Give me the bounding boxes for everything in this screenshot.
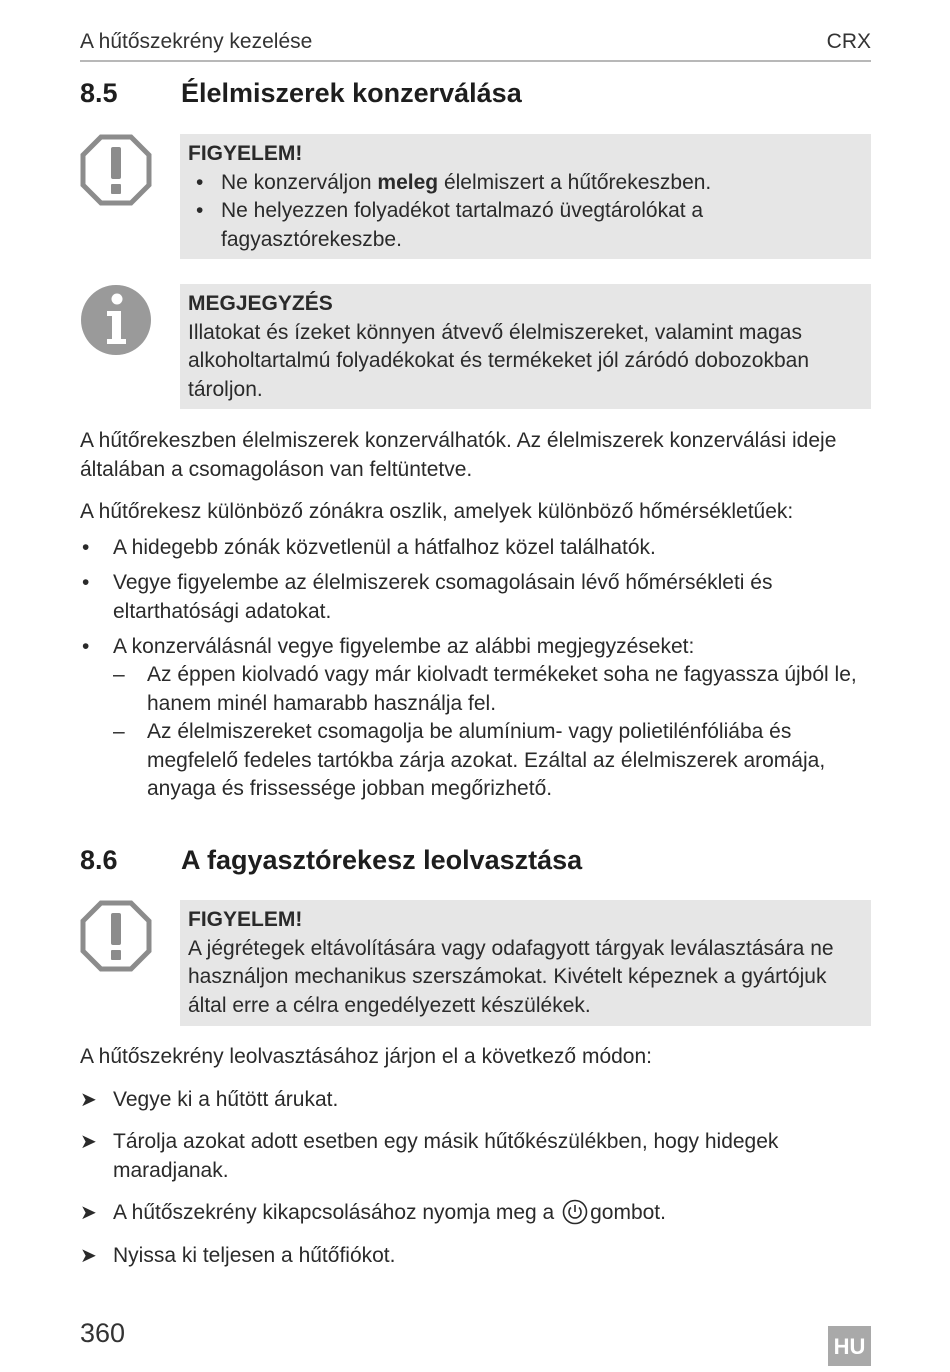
- header-model: CRX: [826, 30, 871, 53]
- bullet-mark: •: [82, 635, 90, 658]
- step-text: Nyissa ki teljesen a hűtőfiókot.: [113, 1244, 396, 1267]
- info-icon: [80, 284, 152, 356]
- warning-item: • Ne helyezzen folyadékot tartalmazó üvegtárolókat a fagyasztórekeszbe.: [188, 197, 861, 254]
- step-text: [113, 1199, 875, 1228]
- dash-text: Az élelmiszereket csomagolja be alumínium- vagy polietilénfóliába és megfelelő fedeles tartókba zárja azokat. Ezáltal az élelmiszerek aromája, anyaga és frissessége jobban megőrizhető.: [147, 720, 826, 800]
- bullet-text: A konzerválásnál vegye figyelembe az alábbi megjegyzéseket:: [113, 635, 695, 658]
- paragraph: A hűtőszekrény leolvasztásához járjon el a következő módon:: [80, 1045, 652, 1068]
- arrow-icon: ➤: [80, 1202, 97, 1224]
- warning-item-text-end: élelmiszert a hűtőrekeszben.: [438, 170, 712, 194]
- warning-item-emphasis: meleg: [377, 170, 439, 194]
- dash-mark: –: [113, 720, 125, 743]
- step-item: [80, 1199, 875, 1228]
- page-number: 360: [80, 1318, 126, 1348]
- dash-mark: –: [113, 663, 125, 686]
- warning-list: [188, 169, 861, 255]
- step-text: Vegye ki a hűtött árukat.: [113, 1088, 339, 1111]
- paragraph: A hűtőrekesz különböző zónákra oszlik, amelyek különböző hőmérsékletűek:: [80, 500, 794, 523]
- section-number: 8.6: [80, 845, 118, 875]
- bullet-item: [80, 534, 875, 563]
- bullet-item: [80, 569, 875, 626]
- power-icon: [562, 1199, 588, 1225]
- arrow-icon: ➤: [80, 1245, 97, 1267]
- paragraph: A hűtőrekeszben élelmiszerek konzerválhatók. Az élelmiszerek konzerválási ideje általában a csomagoláson van feltüntetve.: [80, 429, 837, 481]
- warning-icon: [80, 134, 152, 206]
- bullet-text: A hidegebb zónák közvetlenül a hátfalhoz közel találhatók.: [113, 536, 656, 559]
- running-header: [80, 30, 871, 62]
- note-box: [180, 284, 871, 409]
- language-badge: HU: [828, 1326, 871, 1366]
- dash-text: Az éppen kiolvadó vagy már kiolvadt termékeket soha ne fagyassza újból le, hanem minél hamarabb használja fel.: [147, 663, 857, 715]
- arrow-icon: ➤: [80, 1131, 97, 1153]
- section-title: Élelmiszerek konzerválása: [181, 78, 522, 108]
- warning-item: [188, 169, 861, 198]
- bullet-mark: •: [82, 536, 90, 559]
- bullet-text: Vegye figyelembe az élelmiszerek csomagolásain lévő hőmérsékleti és eltarthatósági adatokat.: [113, 571, 773, 623]
- note-text: Illatokat és ízeket könnyen átvevő élelmiszereket, valamint magas alkoholtartalmú folyadékokat és termékeket jól záródó dobozokban tároljon.: [188, 320, 810, 401]
- warning-box: [180, 134, 871, 259]
- warning-box: [180, 900, 871, 1026]
- dash-item: [113, 661, 875, 718]
- warning-text: A jégrétegek eltávolítására vagy odafagyott tárgyak leválasztására ne használjon mechanikus szerszámokat. Kivételt képeznek a gyártójuk által erre a célra engedélyezett készülékek.: [188, 936, 834, 1017]
- warning-item-text: Ne konzerváljon: [221, 170, 378, 194]
- warning-icon: [80, 900, 152, 972]
- step-text: Tárolja azokat adott esetben egy másik hűtőkészülékben, hogy hidegek maradjanak.: [113, 1130, 779, 1182]
- section-title: A fagyasztórekesz leolvasztása: [181, 845, 583, 875]
- bullet-mark: •: [82, 571, 90, 594]
- header-chapter-title: A hűtőszekrény kezelése: [80, 30, 313, 53]
- arrow-icon: ➤: [80, 1089, 97, 1111]
- step-text-start: A hűtőszekrény kikapcsolásához nyomja meg a: [113, 1201, 555, 1224]
- step-item: [80, 1242, 875, 1271]
- step-text-end: gombot.: [590, 1201, 666, 1224]
- step-item: [80, 1128, 875, 1185]
- note-label: MEGJEGYZÉS: [188, 292, 333, 315]
- section-number: 8.5: [80, 78, 118, 108]
- warning-label: FIGYELEM!: [188, 908, 303, 931]
- step-item: [80, 1086, 875, 1115]
- dash-item: [113, 718, 875, 804]
- bullet-item: [80, 633, 875, 662]
- warning-label: FIGYELEM!: [188, 142, 303, 165]
